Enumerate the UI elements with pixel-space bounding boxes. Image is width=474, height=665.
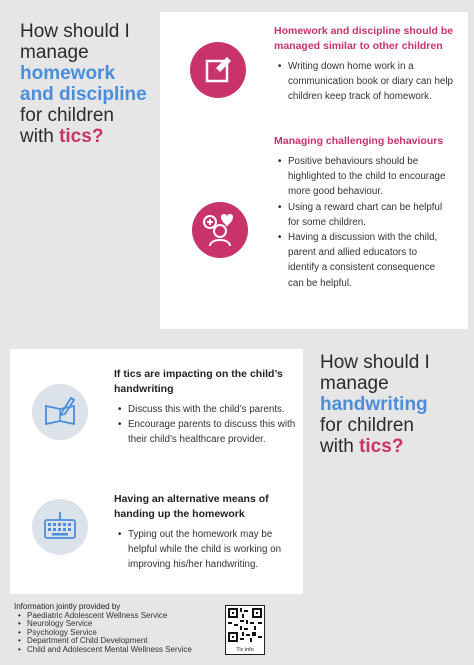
- footer-intro: Information jointly provided by: [14, 602, 121, 611]
- list-item: • Encourage parents to discuss this with their child’s healthcare provider.: [128, 417, 298, 447]
- homework-bullets: [274, 59, 464, 105]
- alternative-means-heading: Having an alternative means of handing up the homework: [114, 493, 269, 520]
- q1-accent1: homework: [20, 63, 116, 84]
- list-item: • Discuss this with the child’s parents.: [128, 402, 298, 417]
- q1-line1: How should I: [20, 21, 130, 42]
- list-item: • Positive behaviours should be highlighted to the child to encourage more good behaviour.: [288, 154, 446, 200]
- q1-line2: manage: [20, 42, 89, 63]
- edit-note-icon: [190, 42, 246, 98]
- q2-tics: tics?: [359, 436, 404, 457]
- list-item: • Neurology Service: [27, 620, 192, 629]
- q1-line4: [20, 126, 155, 147]
- list-item: • Department of Child Development: [27, 637, 192, 646]
- qr-label: Tic info: [236, 647, 254, 653]
- homework-discipline-panel: [160, 12, 468, 329]
- qr-pattern-icon: [228, 608, 262, 642]
- alternative-means-section: [114, 492, 298, 573]
- q1-accent2: and discipline: [20, 84, 147, 105]
- handwriting-impact-section: [114, 367, 298, 448]
- q2-line2: manage: [320, 373, 389, 394]
- q2-line4: [320, 436, 465, 457]
- list-item: • Typing out the homework may be helpful while the child is working on improving his/her handwriting.: [128, 527, 298, 573]
- q2-line3: for children: [320, 415, 414, 436]
- list-item: • Using a reward chart can be helpful for some children.: [288, 200, 446, 230]
- homework-section: [274, 24, 464, 105]
- alternative-means-bullets: [114, 527, 298, 573]
- q1-tics: tics?: [59, 126, 104, 147]
- handwriting-panel: [10, 349, 303, 594]
- list-item: • Writing down home work in a communication book or diary can help children keep track of homework.: [288, 59, 464, 105]
- information-providers: [14, 603, 192, 655]
- provider-list: [14, 612, 192, 655]
- handwriting-question-title: [320, 352, 465, 457]
- list-item: • Psychology Service: [27, 629, 192, 638]
- list-item: • Paediatric Adolescent Wellness Service: [27, 612, 192, 621]
- handwriting-impact-bullets: [114, 402, 298, 448]
- behaviour-section: [274, 134, 446, 291]
- q2-with: with: [320, 436, 360, 457]
- q2-line1: How should I: [320, 352, 430, 373]
- qr-code[interactable]: [225, 605, 265, 655]
- child-heart-icon: [192, 202, 248, 258]
- homework-heading: Homework and discipline should be managed similar to other children: [274, 25, 454, 52]
- list-item: • Child and Adolescent Mental Wellness Service: [27, 646, 192, 655]
- list-item: • Having a discussion with the child, parent and allied educators to identify a consistent consequence can be helpful.: [288, 230, 446, 291]
- q2-accent1: handwriting: [320, 394, 428, 415]
- q1-with: with: [20, 126, 60, 147]
- behaviour-heading: Managing challenging behaviours: [274, 135, 444, 147]
- keyboard-icon: [32, 499, 88, 555]
- q1-line3: for children: [20, 105, 114, 126]
- behaviour-bullets: [274, 154, 446, 291]
- handwriting-impact-heading: If tics are impacting on the child’s handwriting: [114, 368, 283, 395]
- book-pencil-icon: [32, 384, 88, 440]
- homework-question-title: [20, 21, 155, 147]
